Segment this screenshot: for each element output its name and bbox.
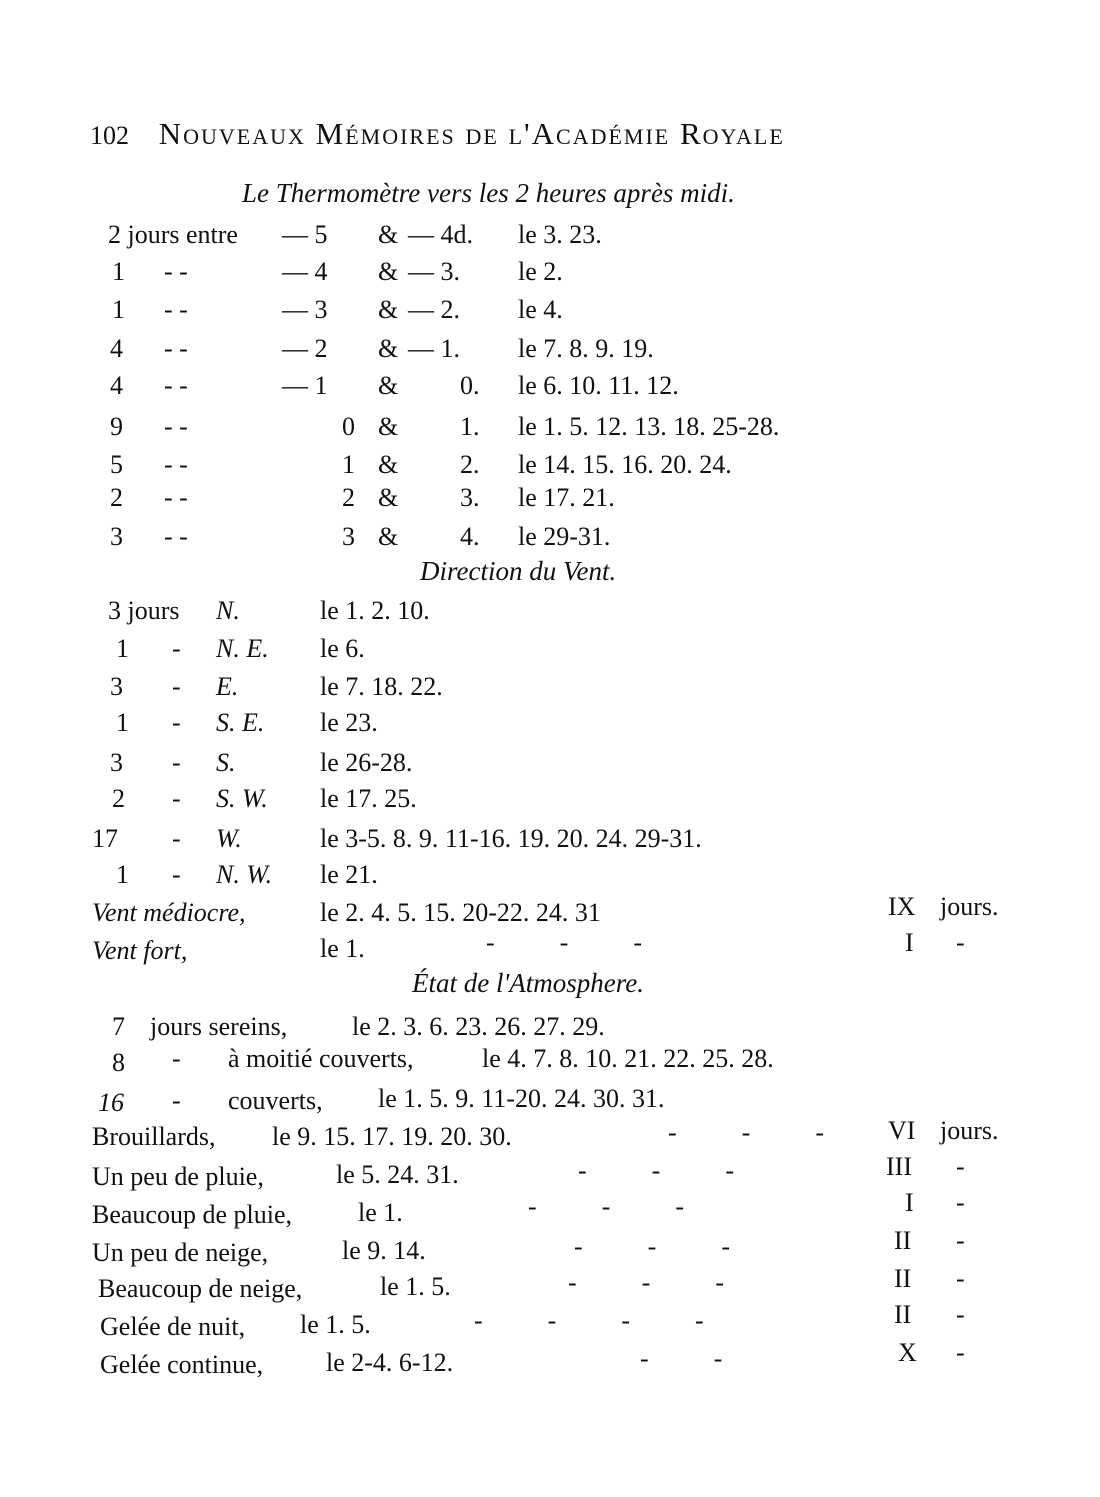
thermo-row-to: 1. xyxy=(460,412,480,441)
vent-row-direction: S. W. xyxy=(216,784,268,813)
phenomenon-total: II xyxy=(894,1264,912,1293)
phenomenon-unit: jours. xyxy=(940,1116,999,1145)
thermo-row-count: 1 xyxy=(112,295,125,324)
thermo-row-from: 2 xyxy=(342,483,355,512)
thermo-row-count: 3 xyxy=(110,522,123,551)
vent-force-days: le 2. 4. 5. 15. 20-22. 24. 31 xyxy=(320,898,601,927)
vent-row-count: 1 xyxy=(116,708,129,737)
section-title-vent: Direction du Vent. xyxy=(420,556,617,586)
vent-force-days: le 1. xyxy=(320,934,365,963)
vent-row-count: 1 xyxy=(116,860,129,889)
thermo-row-to: 0. xyxy=(460,371,480,400)
vent-row-dash: - xyxy=(172,824,181,853)
thermo-row-days: le 1. 5. 12. 13. 18. 25-28. xyxy=(518,412,780,441)
page-header-title: Nouveaux Mémoires de l'Académie Royale xyxy=(158,116,785,151)
thermo-row-from: — 3 xyxy=(282,295,328,324)
thermo-row-count: 2 xyxy=(110,483,123,512)
thermo-row-dash: - - xyxy=(164,371,188,400)
vent-force-unit: - xyxy=(956,928,965,957)
phenomenon-days: le 1. 5. xyxy=(300,1310,371,1339)
thermo-row-days: le 14. 15. 16. 20. 24. xyxy=(518,450,732,479)
thermo-row-from: 0 xyxy=(342,412,355,441)
vent-force-dashes: - - - xyxy=(486,928,642,957)
thermo-row-to: — 2. xyxy=(408,295,460,324)
section-title-atmosphere: État de l'Atmosphere. xyxy=(412,968,644,998)
atmo-row-label: jours sereins, xyxy=(150,1012,288,1041)
thermo-row-amp: & xyxy=(378,295,399,324)
thermo-row-to: — 1. xyxy=(408,334,460,363)
thermo-row-from: 3 xyxy=(342,522,355,551)
vent-force-total: IX xyxy=(888,892,916,921)
thermo-row-days: le 4. xyxy=(518,295,563,324)
vent-row-days: le 1. 2. 10. xyxy=(320,596,430,625)
thermo-row-days: le 3. 23. xyxy=(518,220,602,249)
vent-row-dash: - xyxy=(172,784,181,813)
phenomenon-days: le 9. 15. 17. 19. 20. 30. xyxy=(272,1122,512,1151)
thermo-row-dash: - - xyxy=(164,257,188,286)
phenomenon-total: I xyxy=(905,1188,914,1217)
thermo-row-days: le 7. 8. 9. 19. xyxy=(518,334,654,363)
thermo-row-dash: - - xyxy=(164,295,188,324)
phenomenon-label: Un peu de neige, xyxy=(92,1238,269,1267)
thermo-row-amp: & xyxy=(378,450,399,479)
vent-row-direction: N. E. xyxy=(216,634,269,663)
thermo-row-dash: - - xyxy=(164,412,188,441)
atmo-row-dash: - xyxy=(172,1086,181,1115)
vent-row-dash: - xyxy=(172,634,181,663)
thermo-row-amp: & xyxy=(378,371,399,400)
phenomenon-label: Brouillards, xyxy=(92,1122,216,1151)
thermo-row-count: 5 xyxy=(110,450,123,479)
thermo-row-from: 1 xyxy=(342,450,355,479)
thermo-row-count: 4 xyxy=(110,334,123,363)
atmo-row-count: 8 xyxy=(112,1048,125,1077)
vent-force-label: Vent fort, xyxy=(92,936,188,965)
thermo-row-dash: - - xyxy=(164,334,188,363)
thermo-row-count: 1 xyxy=(112,257,125,286)
phenomenon-label: Gelée de nuit, xyxy=(100,1312,246,1341)
vent-row-count: 17 xyxy=(92,824,118,853)
phenomenon-unit: - xyxy=(956,1264,965,1293)
thermo-row-amp: & xyxy=(378,522,399,551)
thermo-row-days: le 6. 10. 11. 12. xyxy=(518,371,679,400)
thermo-row-dash: - - xyxy=(164,522,188,551)
vent-row-days: le 3-5. 8. 9. 11-16. 19. 20. 24. 29-31. xyxy=(320,824,702,853)
vent-row-direction: N. W. xyxy=(216,860,273,889)
atmo-row-days: le 1. 5. 9. 11-20. 24. 30. 31. xyxy=(378,1084,665,1113)
vent-row-count: 3 xyxy=(110,748,123,777)
phenomenon-dashes: - - xyxy=(640,1344,723,1373)
thermo-row-to: — 4d. xyxy=(408,220,473,249)
thermo-row-amp: & xyxy=(378,257,399,286)
phenomenon-dashes: - - - xyxy=(568,1268,724,1297)
phenomenon-dashes: - - - xyxy=(578,1156,734,1185)
phenomenon-label: Gelée continue, xyxy=(100,1350,264,1379)
phenomenon-label: Un peu de pluie, xyxy=(92,1162,264,1191)
vent-force-unit: jours. xyxy=(940,892,999,921)
phenomenon-dashes: - - - - xyxy=(474,1306,704,1335)
thermo-row-days: le 29-31. xyxy=(518,522,611,551)
thermo-row-from: — 5 xyxy=(282,220,328,249)
phenomenon-unit: - xyxy=(956,1300,965,1329)
thermo-row-to: 4. xyxy=(460,522,480,551)
vent-row-direction: W. xyxy=(216,824,242,853)
vent-row-days: le 21. xyxy=(320,860,378,889)
vent-force-total: I xyxy=(905,928,914,957)
phenomenon-dashes: - - - xyxy=(668,1118,824,1147)
vent-row-dash: - xyxy=(172,748,181,777)
vent-row-days: le 23. xyxy=(320,708,378,737)
vent-row-days: le 7. 18. 22. xyxy=(320,672,443,701)
running-header xyxy=(90,118,785,149)
phenomenon-days: le 1. xyxy=(358,1198,403,1227)
vent-row-dash: - xyxy=(172,672,181,701)
section-title-thermometre: Le Thermomètre vers les 2 heures après midi. xyxy=(242,178,735,208)
atmo-row-dash: - xyxy=(172,1044,181,1073)
thermo-row-from: — 2 xyxy=(282,334,328,363)
vent-row-dash: - xyxy=(172,708,181,737)
thermo-row-to: — 3. xyxy=(408,257,460,286)
thermo-row-from: — 1 xyxy=(282,371,328,400)
phenomenon-days: le 2-4. 6-12. xyxy=(326,1348,454,1377)
vent-row-days: le 26-28. xyxy=(320,748,413,777)
atmo-row-days: le 4. 7. 8. 10. 21. 22. 25. 28. xyxy=(482,1044,774,1073)
thermo-row-amp: & xyxy=(378,483,399,512)
phenomenon-total: VI xyxy=(888,1116,916,1145)
atmo-row-label: couverts, xyxy=(228,1086,323,1115)
thermo-row-count: 9 xyxy=(110,412,123,441)
vent-row-count: 3 jours xyxy=(108,596,180,625)
vent-row-count: 2 xyxy=(112,784,125,813)
phenomenon-total: II xyxy=(894,1300,912,1329)
thermo-row-dash: - - xyxy=(164,450,188,479)
phenomenon-total: III xyxy=(886,1152,912,1181)
phenomenon-label: Beaucoup de neige, xyxy=(98,1274,303,1303)
phenomenon-days: le 1. 5. xyxy=(380,1272,451,1301)
vent-force-label: Vent médiocre, xyxy=(92,898,246,927)
phenomenon-unit: - xyxy=(956,1152,965,1181)
atmo-row-label: à moitié couverts, xyxy=(228,1044,414,1073)
vent-row-count: 3 xyxy=(110,672,123,701)
vent-row-direction: N. xyxy=(216,596,240,625)
phenomenon-dashes: - - - xyxy=(574,1232,730,1261)
thermo-row-from: — 4 xyxy=(282,257,328,286)
vent-row-count: 1 xyxy=(116,634,129,663)
phenomenon-total: X xyxy=(898,1338,917,1367)
phenomenon-dashes: - - - xyxy=(528,1192,684,1221)
atmo-row-days: le 2. 3. 6. 23. 26. 27. 29. xyxy=(352,1012,605,1041)
vent-row-days: le 6. xyxy=(320,634,365,663)
thermo-row-to: 3. xyxy=(460,483,480,512)
atmo-row-count: 16 xyxy=(98,1088,124,1117)
vent-row-direction: S. xyxy=(216,748,236,777)
thermo-row-days: le 17. 21. xyxy=(518,483,615,512)
phenomenon-total: II xyxy=(894,1226,912,1255)
thermo-row-count: 2 jours entre xyxy=(108,220,238,249)
thermo-row-amp: & xyxy=(378,220,399,249)
thermo-row-amp: & xyxy=(378,412,399,441)
vent-row-direction: S. E. xyxy=(216,708,265,737)
phenomenon-unit: - xyxy=(956,1226,965,1255)
thermo-row-dash: - - xyxy=(164,483,188,512)
thermo-row-count: 4 xyxy=(110,371,123,400)
vent-row-direction: E. xyxy=(216,672,239,701)
page-number: 102 xyxy=(90,121,129,150)
phenomenon-unit: - xyxy=(956,1188,965,1217)
vent-row-dash: - xyxy=(172,860,181,889)
vent-row-days: le 17. 25. xyxy=(320,784,417,813)
thermo-row-to: 2. xyxy=(460,450,480,479)
thermo-row-amp: & xyxy=(378,334,399,363)
atmo-row-count: 7 xyxy=(112,1012,125,1041)
phenomenon-label: Beaucoup de pluie, xyxy=(92,1200,292,1229)
phenomenon-unit: - xyxy=(956,1338,965,1367)
thermo-row-days: le 2. xyxy=(518,257,563,286)
phenomenon-days: le 5. 24. 31. xyxy=(336,1160,459,1189)
phenomenon-days: le 9. 14. xyxy=(342,1236,426,1265)
